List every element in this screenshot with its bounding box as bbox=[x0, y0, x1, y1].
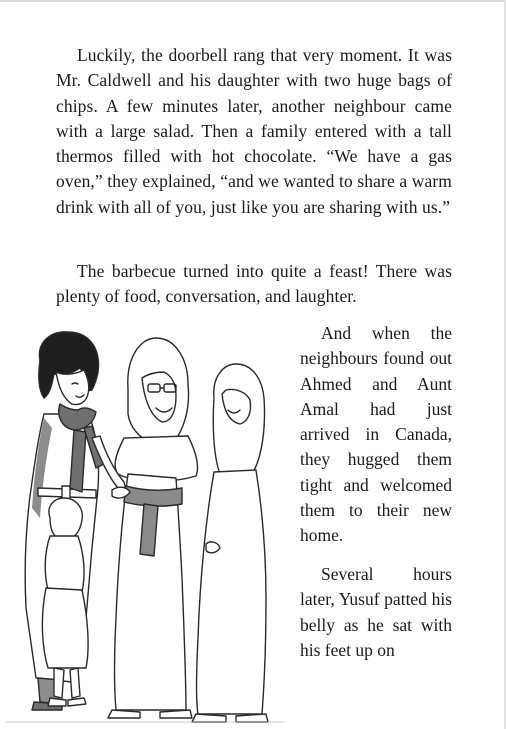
neighbour-women-greeting-illustration bbox=[0, 318, 296, 729]
story-paragraph: Luckily, the doorbell rang that very moment. It was Mr. Caldwell and his daughter with two huge bags of chips. A few minutes later, another neighbour came with a large salad. Then a family entered with a tall thermos filled with hot chocolate. “We have a gas oven,” they explained, “and we wanted to share a warm drink with all of you, just like you are sharing with us.” bbox=[56, 45, 452, 217]
woman-with-glasses-figure bbox=[108, 338, 198, 718]
story-paragraph: Several hours later, Yusuf patted his belly as he sat with his feet up on bbox=[300, 564, 452, 660]
page-top-edge bbox=[0, 0, 506, 2]
story-paragraph: The barbecue turned into quite a feast! There was plenty of food, conversation, and laughter. bbox=[56, 261, 452, 307]
story-paragraph: And when the neighbours found out Ahmed and Aunt Amal had just arrived in Canada, they hugged them tight and welcomed them to their new home. bbox=[300, 323, 452, 546]
woman-in-long-hijab-figure bbox=[192, 364, 268, 722]
